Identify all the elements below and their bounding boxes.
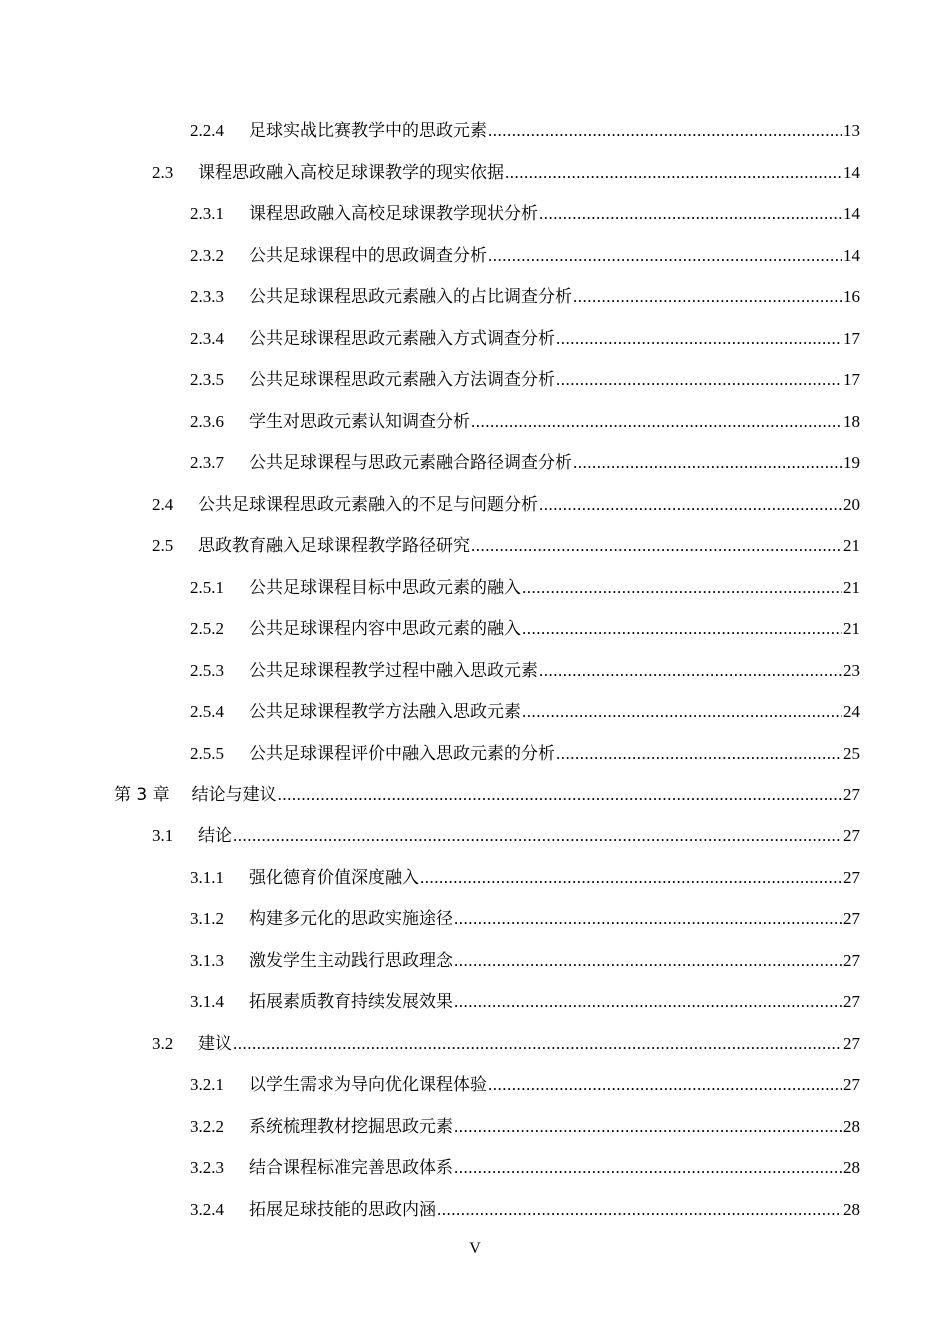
toc-entry-number: 2.5 xyxy=(152,536,174,556)
toc-entry[interactable] xyxy=(0,856,950,897)
toc-entry-title: 公共足球课程教学方法融入思政元素 xyxy=(249,702,521,723)
toc-entry-page: 24 xyxy=(843,702,860,722)
toc-entry-number: 2.3 xyxy=(152,162,174,182)
toc-entry-content xyxy=(190,578,860,598)
toc-entry-title: 学生对思政元素认知调查分析 xyxy=(249,411,470,432)
toc-dot-leader xyxy=(539,661,842,681)
toc-entry-page: 27 xyxy=(843,784,860,804)
toc-entry[interactable] xyxy=(0,1064,950,1105)
toc-entry-page: 27 xyxy=(843,1033,860,1053)
table-of-contents xyxy=(0,110,950,1230)
toc-entry-page: 18 xyxy=(843,411,860,431)
toc-entry[interactable] xyxy=(0,317,950,358)
toc-entry[interactable] xyxy=(0,732,950,773)
toc-entry-number: 2.2.4 xyxy=(190,121,224,141)
toc-entry-page: 28 xyxy=(843,1199,860,1219)
toc-entry[interactable] xyxy=(0,1188,950,1229)
toc-entry-content xyxy=(190,1158,860,1178)
toc-entry-number: 2.5.2 xyxy=(190,619,224,639)
toc-entry-title: 结论 xyxy=(198,826,232,847)
toc-dot-leader xyxy=(454,951,842,971)
toc-dot-leader xyxy=(488,121,842,141)
toc-entry[interactable] xyxy=(0,608,950,649)
toc-entry-content xyxy=(190,204,860,224)
toc-dot-leader xyxy=(556,329,842,349)
toc-entry-page: 14 xyxy=(843,245,860,265)
toc-entry-content xyxy=(190,121,860,141)
toc-entry-number: 2.5.3 xyxy=(190,660,224,680)
toc-entry-page: 27 xyxy=(843,992,860,1012)
toc-dot-leader xyxy=(488,246,842,266)
toc-entry-number: 3.2.4 xyxy=(190,1199,224,1219)
toc-entry-title: 激发学生主动践行思政理念 xyxy=(249,950,453,971)
toc-entry-content xyxy=(190,744,860,764)
toc-entry-content xyxy=(152,1034,860,1054)
toc-entry[interactable] xyxy=(0,815,950,856)
toc-entry-content xyxy=(190,287,860,307)
toc-dot-leader xyxy=(522,578,842,598)
toc-entry-title: 公共足球课程评价中融入思政元素的分析 xyxy=(249,743,555,764)
toc-dot-leader xyxy=(454,992,842,1012)
toc-entry-number: 2.3.7 xyxy=(190,453,224,473)
toc-dot-leader xyxy=(471,412,842,432)
toc-entry[interactable] xyxy=(0,276,950,317)
toc-entry[interactable] xyxy=(0,359,950,400)
toc-entry-page: 21 xyxy=(843,577,860,597)
toc-entry-title: 公共足球课程内容中思政元素的融入 xyxy=(249,619,521,640)
toc-entry-title: 结论与建议 xyxy=(191,784,277,805)
toc-entry-page: 14 xyxy=(843,162,860,182)
toc-entry-page: 27 xyxy=(843,867,860,887)
toc-entry-page: 25 xyxy=(843,743,860,763)
toc-entry-page: 19 xyxy=(843,453,860,473)
toc-entry-number: 第 3 章 xyxy=(114,784,170,805)
toc-entry-number: 2.3.5 xyxy=(190,370,224,390)
toc-entry[interactable] xyxy=(0,939,950,980)
toc-entry[interactable] xyxy=(0,400,950,441)
toc-dot-leader xyxy=(233,1034,842,1054)
toc-entry-title: 建议 xyxy=(198,1033,232,1054)
toc-entry-content xyxy=(190,1200,860,1220)
toc-entry[interactable] xyxy=(0,193,950,234)
toc-entry[interactable] xyxy=(0,525,950,566)
toc-entry-title: 公共足球课程思政元素融入方法调查分析 xyxy=(249,370,555,391)
toc-entry-content xyxy=(190,329,860,349)
toc-dot-leader xyxy=(539,204,842,224)
toc-entry-content xyxy=(152,536,860,556)
toc-dot-leader xyxy=(471,536,842,556)
toc-dot-leader xyxy=(505,163,842,183)
toc-entry-number: 2.5.1 xyxy=(190,577,224,597)
toc-entry-title: 拓展足球技能的思政内涵 xyxy=(249,1199,436,1220)
toc-entry-number: 2.4 xyxy=(152,494,174,514)
toc-entry-number: 3.1.4 xyxy=(190,992,224,1012)
toc-dot-leader xyxy=(454,909,842,929)
toc-entry-number: 3.1.3 xyxy=(190,950,224,970)
toc-entry-page: 23 xyxy=(843,660,860,680)
toc-dot-leader xyxy=(454,1158,842,1178)
toc-entry-number: 3.1.1 xyxy=(190,867,224,887)
toc-entry-title: 课程思政融入高校足球课教学现状分析 xyxy=(249,204,538,225)
toc-entry[interactable] xyxy=(0,649,950,690)
toc-entry-page: 28 xyxy=(843,1116,860,1136)
toc-entry-page: 13 xyxy=(843,121,860,141)
toc-entry[interactable] xyxy=(0,774,950,815)
toc-entry-title: 公共足球课程与思政元素融合路径调查分析 xyxy=(249,453,572,474)
toc-entry-content xyxy=(190,370,860,390)
toc-entry-title: 思政教育融入足球课程教学路径研究 xyxy=(198,536,470,557)
toc-entry[interactable] xyxy=(0,1147,950,1188)
toc-entry[interactable] xyxy=(0,898,950,939)
toc-dot-leader xyxy=(420,868,842,888)
toc-entry-page: 27 xyxy=(843,909,860,929)
toc-entry-content xyxy=(114,785,860,805)
toc-entry[interactable] xyxy=(0,1022,950,1063)
toc-entry-page: 17 xyxy=(843,370,860,390)
toc-entry-number: 2.3.4 xyxy=(190,328,224,348)
toc-entry-number: 3.2.3 xyxy=(190,1158,224,1178)
toc-dot-leader xyxy=(556,370,842,390)
toc-entry-content xyxy=(190,453,860,473)
toc-dot-leader xyxy=(437,1200,842,1220)
toc-entry-content xyxy=(190,619,860,639)
toc-dot-leader xyxy=(488,1075,842,1095)
toc-entry-content xyxy=(190,246,860,266)
toc-dot-leader xyxy=(454,1117,842,1137)
toc-entry-content xyxy=(190,412,860,432)
toc-entry-number: 3.1 xyxy=(152,826,174,846)
toc-entry-page: 20 xyxy=(843,494,860,514)
toc-entry-number: 2.3.3 xyxy=(190,287,224,307)
toc-entry-title: 系统梳理教材挖掘思政元素 xyxy=(249,1116,453,1137)
toc-entry[interactable] xyxy=(0,442,950,483)
toc-entry-title: 以学生需求为导向优化课程体验 xyxy=(249,1075,487,1096)
toc-entry-number: 3.2.1 xyxy=(190,1075,224,1095)
toc-entry-number: 2.5.4 xyxy=(190,702,224,722)
toc-entry-title: 强化德育价值深度融入 xyxy=(249,867,419,888)
toc-entry[interactable] xyxy=(0,691,950,732)
toc-entry-content xyxy=(152,163,860,183)
toc-entry-page: 17 xyxy=(843,328,860,348)
toc-entry-content xyxy=(190,868,860,888)
toc-dot-leader xyxy=(573,453,842,473)
toc-entry-title: 公共足球课程目标中思政元素的融入 xyxy=(249,577,521,598)
toc-entry-content xyxy=(152,495,860,515)
toc-entry-content xyxy=(190,702,860,722)
toc-entry-page: 27 xyxy=(843,1075,860,1095)
toc-entry-number: 2.3.1 xyxy=(190,204,224,224)
toc-entry-number: 2.3.6 xyxy=(190,411,224,431)
toc-entry-title: 课程思政融入高校足球课教学的现实依据 xyxy=(198,162,504,183)
toc-entry-number: 2.5.5 xyxy=(190,743,224,763)
toc-dot-leader xyxy=(522,702,842,722)
toc-dot-leader xyxy=(556,744,842,764)
toc-entry-content xyxy=(190,661,860,681)
toc-entry-title: 公共足球课程中的思政调查分析 xyxy=(249,245,487,266)
toc-entry-title: 足球实战比赛教学中的思政元素 xyxy=(249,121,487,142)
toc-entry[interactable] xyxy=(0,234,950,275)
toc-dot-leader xyxy=(522,619,842,639)
toc-entry-number: 3.2 xyxy=(152,1033,174,1053)
toc-entry-content xyxy=(152,826,860,846)
toc-entry-title: 公共足球课程思政元素融入方式调查分析 xyxy=(249,328,555,349)
toc-entry-title: 构建多元化的思政实施途径 xyxy=(249,909,453,930)
toc-entry-page: 28 xyxy=(843,1158,860,1178)
toc-entry-content xyxy=(190,1117,860,1137)
toc-entry-content xyxy=(190,992,860,1012)
toc-entry[interactable] xyxy=(0,151,950,192)
toc-entry-page: 21 xyxy=(843,536,860,556)
toc-entry-page: 16 xyxy=(843,287,860,307)
toc-entry[interactable] xyxy=(0,1105,950,1146)
toc-entry-number: 2.3.2 xyxy=(190,245,224,265)
toc-entry[interactable] xyxy=(0,110,950,151)
toc-entry[interactable] xyxy=(0,981,950,1022)
toc-dot-leader xyxy=(233,826,842,846)
toc-entry-page: 27 xyxy=(843,826,860,846)
toc-entry-page: 14 xyxy=(843,204,860,224)
toc-entry[interactable] xyxy=(0,483,950,524)
toc-entry-page: 27 xyxy=(843,950,860,970)
page-number-footer: V xyxy=(469,1240,481,1257)
toc-entry-page: 21 xyxy=(843,619,860,639)
toc-entry-title: 拓展素质教育持续发展效果 xyxy=(249,992,453,1013)
toc-entry[interactable] xyxy=(0,566,950,607)
toc-dot-leader xyxy=(573,287,842,307)
toc-entry-title: 结合课程标准完善思政体系 xyxy=(249,1158,453,1179)
toc-entry-title: 公共足球课程思政元素融入的占比调查分析 xyxy=(249,287,572,308)
toc-entry-content xyxy=(190,1075,860,1095)
toc-entry-title: 公共足球课程思政元素融入的不足与问题分析 xyxy=(198,494,538,515)
toc-entry-content xyxy=(190,909,860,929)
toc-entry-content xyxy=(190,951,860,971)
toc-entry-title: 公共足球课程教学过程中融入思政元素 xyxy=(249,660,538,681)
toc-entry-number: 3.2.2 xyxy=(190,1116,224,1136)
toc-dot-leader xyxy=(539,495,842,515)
toc-dot-leader xyxy=(278,785,842,805)
toc-entry-number: 3.1.2 xyxy=(190,909,224,929)
